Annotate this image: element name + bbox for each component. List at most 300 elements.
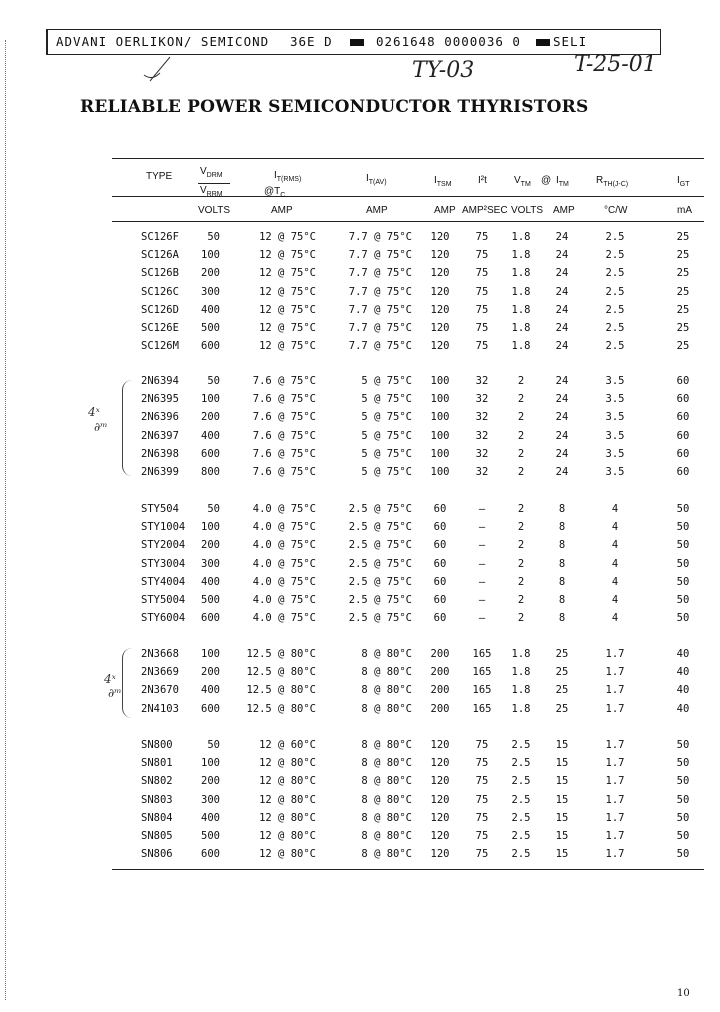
cell-vdrm: 200: [201, 539, 220, 552]
cell-itrms: 4.0 @ 75°C: [252, 503, 316, 515]
cell-vdrm: 200: [201, 775, 220, 788]
table-top-rule: [112, 158, 704, 159]
cell-itsm: 100: [430, 393, 450, 406]
cell-itav: 8 @ 80°C: [361, 684, 412, 697]
cell-vtm: 1.8: [511, 666, 531, 679]
margin-scribble: 4ˣ: [104, 672, 116, 686]
cell-i2t: –: [478, 503, 486, 515]
header-block-mark: [536, 39, 550, 46]
cell-type: 2N3669: [141, 666, 179, 679]
cell-i2t: 75: [475, 757, 489, 770]
cell-igt: 50: [676, 503, 690, 515]
cell-type: STY1004: [141, 521, 186, 534]
cell-vdrm: 50: [207, 503, 220, 515]
cell-itsm: 120: [430, 231, 450, 243]
cell-itrms: 12.5 @ 80°C: [246, 684, 316, 697]
cell-igt: 60: [676, 411, 690, 424]
cell-vdrm: 500: [201, 830, 220, 842]
cell-rth: 1.7: [605, 793, 625, 806]
col-rth-unit: °C/W: [604, 205, 628, 216]
margin-brace: [122, 380, 133, 476]
cell-itav: 2.5 @ 75°C: [348, 557, 412, 570]
cell-type: SN801: [141, 757, 173, 770]
cell-itrms: 12 @ 75°C: [259, 340, 316, 353]
col-itsm-unit: AMP: [434, 205, 456, 216]
cell-rth: 3.5: [605, 411, 625, 424]
cell-i2t: 75: [475, 848, 489, 861]
col-itm-header: $I_{TM}$: [556, 175, 569, 188]
cell-i2t: 32: [475, 429, 489, 442]
cell-igt: 50: [676, 775, 690, 788]
cell-vtm: 2: [517, 429, 525, 442]
cell-rth: 1.7: [605, 811, 625, 824]
cell-itrms: 12 @ 80°C: [259, 793, 316, 806]
cell-igt: 50: [676, 848, 690, 861]
cell-igt: 50: [676, 575, 690, 588]
cell-itm: 8: [558, 503, 566, 515]
cell-igt: 25: [676, 322, 690, 334]
cell-itrms: 7.6 @ 75°C: [252, 411, 316, 424]
cell-itsm: 60: [433, 539, 447, 552]
cell-itsm: 60: [433, 503, 447, 515]
cell-vtm: 2: [517, 612, 525, 625]
cell-rth: 1.7: [605, 830, 625, 842]
cell-itm: 24: [555, 411, 569, 424]
cell-itsm: 120: [430, 757, 450, 770]
cell-itrms: 12 @ 75°C: [259, 322, 316, 334]
cell-itm: 24: [555, 249, 569, 262]
cell-itsm: 120: [430, 775, 450, 788]
cell-vdrm: 500: [201, 322, 220, 334]
cell-vtm: 2.5: [511, 757, 531, 770]
cell-rth: 2.5: [605, 322, 625, 334]
cell-rth: 1.7: [605, 775, 625, 788]
cell-vdrm: 300: [201, 793, 220, 806]
cell-rth: 4: [611, 575, 619, 588]
cell-type: STY4004: [141, 575, 186, 588]
cell-igt: 50: [676, 793, 690, 806]
cell-itsm: 120: [430, 322, 450, 334]
cell-type: 2N6399: [141, 466, 179, 478]
cell-itav: 8 @ 80°C: [361, 757, 412, 770]
cell-i2t: 75: [475, 739, 489, 751]
cell-vdrm: 800: [201, 466, 220, 478]
cell-itav: 5 @ 75°C: [361, 466, 412, 478]
cell-itsm: 60: [433, 594, 447, 606]
cell-itrms: 4.0 @ 75°C: [252, 539, 316, 552]
cell-itm: 24: [555, 375, 569, 387]
cell-type: STY6004: [141, 612, 186, 625]
cell-vtm: 2: [517, 393, 525, 406]
cell-itav: 5 @ 75°C: [361, 447, 412, 460]
cell-type: 2N6397: [141, 429, 179, 442]
cell-itav: 8 @ 80°C: [361, 793, 412, 806]
cell-vtm: 2.5: [511, 811, 531, 824]
cell-vdrm: 600: [201, 340, 220, 353]
cell-igt: 60: [676, 447, 690, 460]
cell-rth: 4: [611, 521, 619, 534]
cell-itm: 15: [555, 739, 569, 751]
cell-itm: 25: [555, 666, 569, 679]
cell-itav: 2.5 @ 75°C: [348, 521, 412, 534]
cell-itav: 2.5 @ 75°C: [348, 539, 412, 552]
cell-vtm: 2: [517, 539, 525, 552]
col-i2t-unit: AMP²SEC: [462, 205, 508, 216]
cell-type: SN803: [141, 793, 173, 806]
margin-scribble: 4ˣ: [88, 405, 100, 419]
cell-vdrm: 300: [201, 557, 220, 570]
cell-itm: 24: [555, 322, 569, 334]
cell-vdrm: 50: [207, 231, 220, 243]
header-bottom-rule: [112, 221, 704, 222]
cell-itav: 2.5 @ 75°C: [348, 575, 412, 588]
cell-itm: 8: [558, 539, 566, 552]
cell-vtm: 2.5: [511, 830, 531, 842]
cell-igt: 40: [676, 648, 690, 660]
cell-itm: 24: [555, 303, 569, 316]
cell-itav: 2.5 @ 75°C: [348, 594, 412, 606]
cell-type: 2N6394: [141, 375, 179, 387]
cell-itm: 8: [558, 594, 566, 606]
cell-itrms: 12 @ 75°C: [259, 303, 316, 316]
margin-brace: [122, 648, 133, 718]
cell-igt: 50: [676, 612, 690, 625]
cell-rth: 1.7: [605, 757, 625, 770]
cell-igt: 25: [676, 267, 690, 280]
cell-vdrm: 300: [201, 285, 220, 298]
cell-itrms: 12 @ 75°C: [259, 285, 316, 298]
cell-igt: 40: [676, 666, 690, 679]
cell-rth: 2.5: [605, 303, 625, 316]
cell-itsm: 120: [430, 830, 450, 842]
cell-vtm: 2: [517, 466, 525, 478]
cell-igt: 50: [676, 757, 690, 770]
col-itrms-unit: AMP: [271, 205, 293, 216]
cell-itm: 24: [555, 393, 569, 406]
col-igt-unit: mA: [677, 205, 692, 216]
cell-vtm: 2: [517, 503, 525, 515]
cell-i2t: 75: [475, 322, 489, 334]
cell-rth: 2.5: [605, 249, 625, 262]
cell-rth: 3.5: [605, 393, 625, 406]
cell-vtm: 2: [517, 521, 525, 534]
cell-vdrm: 600: [201, 702, 220, 715]
col-itrms-header: $I_{T(RMS)}$: [274, 170, 302, 183]
col-i2t-header: I²t: [478, 175, 487, 186]
cell-itsm: 100: [430, 447, 450, 460]
cell-itrms: 7.6 @ 75°C: [252, 466, 316, 478]
cell-itav: 8 @ 80°C: [361, 830, 412, 842]
cell-itsm: 120: [430, 811, 450, 824]
cell-igt: 50: [676, 521, 690, 534]
cell-vtm: 1.8: [511, 267, 531, 280]
cell-rth: 1.7: [605, 666, 625, 679]
cell-i2t: 75: [475, 231, 489, 243]
cell-vdrm: 200: [201, 411, 220, 424]
cell-i2t: 75: [475, 793, 489, 806]
header-strip: [46, 29, 661, 55]
cell-itav: 8 @ 80°C: [361, 666, 412, 679]
cell-i2t: 32: [475, 393, 489, 406]
cell-vtm: 2: [517, 447, 525, 460]
cell-vtm: 1.8: [511, 303, 531, 316]
cell-i2t: 165: [472, 648, 492, 660]
cell-rth: 4: [611, 503, 619, 515]
page-title: RELIABLE POWER SEMICONDUCTOR THYRISTORS: [80, 97, 589, 117]
cell-itrms: 4.0 @ 75°C: [252, 594, 316, 606]
cell-rth: 3.5: [605, 466, 625, 478]
cell-igt: 50: [676, 811, 690, 824]
cell-type: STY5004: [141, 594, 186, 606]
cell-igt: 60: [676, 466, 690, 478]
cell-itrms: 4.0 @ 75°C: [252, 557, 316, 570]
cell-rth: 1.7: [605, 848, 625, 861]
cell-itsm: 120: [430, 267, 450, 280]
cell-itsm: 120: [430, 848, 450, 861]
cell-itav: 7.7 @ 75°C: [348, 267, 412, 280]
cell-itm: 15: [555, 830, 569, 842]
cell-type: SC126D: [141, 303, 179, 316]
col-vtm-header: $V_{TM}$: [514, 175, 531, 188]
cell-i2t: 75: [475, 267, 489, 280]
cell-itav: 5 @ 75°C: [361, 429, 412, 442]
cell-rth: 4: [611, 539, 619, 552]
cell-vtm: 1.8: [511, 684, 531, 697]
cell-itsm: 200: [430, 648, 450, 660]
cell-i2t: 75: [475, 775, 489, 788]
cell-rth: 1.7: [605, 684, 625, 697]
cell-itrms: 12 @ 80°C: [259, 775, 316, 788]
cell-i2t: 75: [475, 340, 489, 353]
table-bottom-rule: [112, 869, 704, 870]
cell-vtm: 2.5: [511, 775, 531, 788]
cell-i2t: –: [478, 612, 486, 625]
cell-vdrm: 400: [201, 575, 220, 588]
cell-itsm: 60: [433, 575, 447, 588]
cell-type: SC126E: [141, 322, 179, 334]
col-itm-unit: AMP: [553, 205, 575, 216]
cell-i2t: –: [478, 557, 486, 570]
cell-type: SN806: [141, 848, 173, 861]
cell-i2t: 32: [475, 411, 489, 424]
cell-itrms: 12 @ 80°C: [259, 848, 316, 861]
header-block-mark: [350, 39, 364, 46]
col-itav-header: $I_{T(AV)}$: [366, 173, 387, 186]
cell-vdrm: 200: [201, 267, 220, 280]
cell-vdrm: 400: [201, 684, 220, 697]
cell-type: SN800: [141, 739, 173, 751]
cell-itm: 8: [558, 521, 566, 534]
scan-edge: [5, 40, 7, 1000]
cell-itav: 8 @ 80°C: [361, 775, 412, 788]
cell-type: SN802: [141, 775, 173, 788]
cell-rth: 3.5: [605, 447, 625, 460]
cell-igt: 25: [676, 340, 690, 353]
cell-rth: 1.7: [605, 739, 625, 751]
cell-vtm: 2: [517, 411, 525, 424]
cell-itsm: 120: [430, 739, 450, 751]
col-at-header: @: [541, 175, 552, 186]
cell-igt: 50: [676, 557, 690, 570]
cell-itav: 7.7 @ 75°C: [348, 303, 412, 316]
cell-itm: 8: [558, 575, 566, 588]
cell-vtm: 1.8: [511, 648, 531, 660]
cell-type: SC126F: [141, 231, 179, 243]
cell-itrms: 4.0 @ 75°C: [252, 575, 316, 588]
cell-itav: 5 @ 75°C: [361, 393, 412, 406]
cell-i2t: 75: [475, 285, 489, 298]
cell-vdrm: 100: [201, 648, 220, 660]
cell-itsm: 120: [430, 340, 450, 353]
cell-rth: 3.5: [605, 375, 625, 387]
cell-type: 2N6395: [141, 393, 179, 406]
cell-itsm: 60: [433, 557, 447, 570]
cell-vdrm: 400: [201, 811, 220, 824]
cell-i2t: –: [478, 539, 486, 552]
cell-itsm: 120: [430, 303, 450, 316]
cell-vtm: 2: [517, 557, 525, 570]
cell-vdrm: 600: [201, 612, 220, 625]
header-doc-number: 0261648 0000036 0: [376, 34, 521, 49]
cell-itsm: 100: [430, 429, 450, 442]
cell-itav: 2.5 @ 75°C: [348, 503, 412, 515]
cell-itm: 24: [555, 231, 569, 243]
cell-itm: 15: [555, 848, 569, 861]
cell-type: STY504: [141, 503, 179, 515]
cell-itm: 24: [555, 340, 569, 353]
vdrm-divider: [198, 183, 230, 184]
cell-itrms: 7.6 @ 75°C: [252, 375, 316, 387]
col-attc-header: $@T_C$: [264, 186, 286, 199]
cell-itav: 7.7 @ 75°C: [348, 231, 412, 243]
cell-itrms: 7.6 @ 75°C: [252, 447, 316, 460]
cell-itsm: 120: [430, 793, 450, 806]
cell-itm: 15: [555, 775, 569, 788]
margin-scribble: ∂ᵐ: [94, 420, 108, 434]
header-suffix: SELI: [553, 34, 588, 49]
header-code: 36E D: [290, 34, 333, 49]
cell-vtm: 1.8: [511, 285, 531, 298]
pen-stroke-icon: [140, 55, 180, 85]
cell-rth: 4: [611, 594, 619, 606]
cell-type: STY2004: [141, 539, 186, 552]
cell-vdrm: 400: [201, 429, 220, 442]
cell-type: SC126C: [141, 285, 179, 298]
cell-i2t: 32: [475, 375, 489, 387]
cell-itm: 8: [558, 612, 566, 625]
cell-itm: 15: [555, 811, 569, 824]
cell-rth: 2.5: [605, 231, 625, 243]
cell-itav: 5 @ 75°C: [361, 375, 412, 387]
col-vdrm-header: $V_{DRM}$: [200, 166, 223, 179]
cell-i2t: 75: [475, 303, 489, 316]
cell-vtm: 2: [517, 375, 525, 387]
cell-itrms: 12 @ 75°C: [259, 231, 316, 243]
cell-igt: 50: [676, 739, 690, 751]
cell-itrms: 4.0 @ 75°C: [252, 612, 316, 625]
cell-itm: 15: [555, 793, 569, 806]
cell-type: 2N3670: [141, 684, 179, 697]
cell-type: 2N3668: [141, 648, 179, 660]
cell-type: SN804: [141, 811, 173, 824]
cell-igt: 60: [676, 375, 690, 387]
cell-vdrm: 400: [201, 303, 220, 316]
cell-itav: 7.7 @ 75°C: [348, 322, 412, 334]
col-vtm-unit: VOLTS: [511, 205, 544, 216]
cell-i2t: 165: [472, 702, 492, 715]
cell-vtm: 2: [517, 594, 525, 606]
cell-igt: 50: [676, 594, 690, 606]
cell-vdrm: 50: [207, 739, 220, 751]
cell-vtm: 1.8: [511, 340, 531, 353]
cell-igt: 25: [676, 285, 690, 298]
margin-scribble: ∂ᵐ: [108, 686, 122, 700]
cell-type: SC126A: [141, 249, 179, 262]
cell-i2t: –: [478, 575, 486, 588]
cell-igt: 60: [676, 393, 690, 406]
col-vrrm-header: $V_{RRM}$: [200, 185, 223, 198]
cell-i2t: 165: [472, 684, 492, 697]
cell-vdrm: 600: [201, 447, 220, 460]
cell-i2t: 165: [472, 666, 492, 679]
cell-itm: 25: [555, 648, 569, 660]
cell-rth: 1.7: [605, 702, 625, 715]
cell-vdrm: 600: [201, 848, 220, 861]
cell-i2t: –: [478, 594, 486, 606]
cell-itsm: 120: [430, 285, 450, 298]
cell-itav: 5 @ 75°C: [361, 411, 412, 424]
cell-igt: 25: [676, 303, 690, 316]
cell-i2t: 75: [475, 249, 489, 262]
cell-i2t: 75: [475, 830, 489, 842]
cell-type: STY3004: [141, 557, 186, 570]
cell-vdrm: 100: [201, 521, 220, 534]
cell-itm: 24: [555, 447, 569, 460]
cell-itrms: 12 @ 75°C: [259, 267, 316, 280]
cell-itsm: 60: [433, 521, 447, 534]
cell-itm: 24: [555, 285, 569, 298]
cell-itm: 24: [555, 466, 569, 478]
col-vdrm-unit: VOLTS: [198, 205, 231, 216]
cell-i2t: –: [478, 521, 486, 534]
cell-itav: 8 @ 80°C: [361, 702, 412, 715]
cell-vdrm: 100: [201, 393, 220, 406]
cell-itsm: 200: [430, 702, 450, 715]
handwritten-note-right: T-25-01: [574, 52, 657, 77]
cell-i2t: 75: [475, 811, 489, 824]
cell-type: SC126B: [141, 267, 179, 280]
cell-type: 2N4103: [141, 702, 179, 715]
cell-rth: 4: [611, 612, 619, 625]
cell-itav: 8 @ 80°C: [361, 648, 412, 660]
cell-itav: 8 @ 80°C: [361, 811, 412, 824]
cell-vtm: 2.5: [511, 793, 531, 806]
col-itsm-header: $I_{TSM}$: [434, 175, 452, 188]
cell-type: SN805: [141, 830, 173, 842]
cell-igt: 60: [676, 429, 690, 442]
cell-itrms: 12.5 @ 80°C: [246, 666, 316, 679]
cell-itsm: 60: [433, 612, 447, 625]
cell-itrms: 12 @ 80°C: [259, 830, 316, 842]
cell-rth: 2.5: [605, 267, 625, 280]
cell-itav: 2.5 @ 75°C: [348, 612, 412, 625]
cell-vdrm: 500: [201, 594, 220, 606]
cell-vtm: 2: [517, 575, 525, 588]
cell-igt: 25: [676, 249, 690, 262]
cell-vdrm: 100: [201, 249, 220, 262]
cell-igt: 40: [676, 702, 690, 715]
cell-itav: 8 @ 80°C: [361, 739, 412, 751]
